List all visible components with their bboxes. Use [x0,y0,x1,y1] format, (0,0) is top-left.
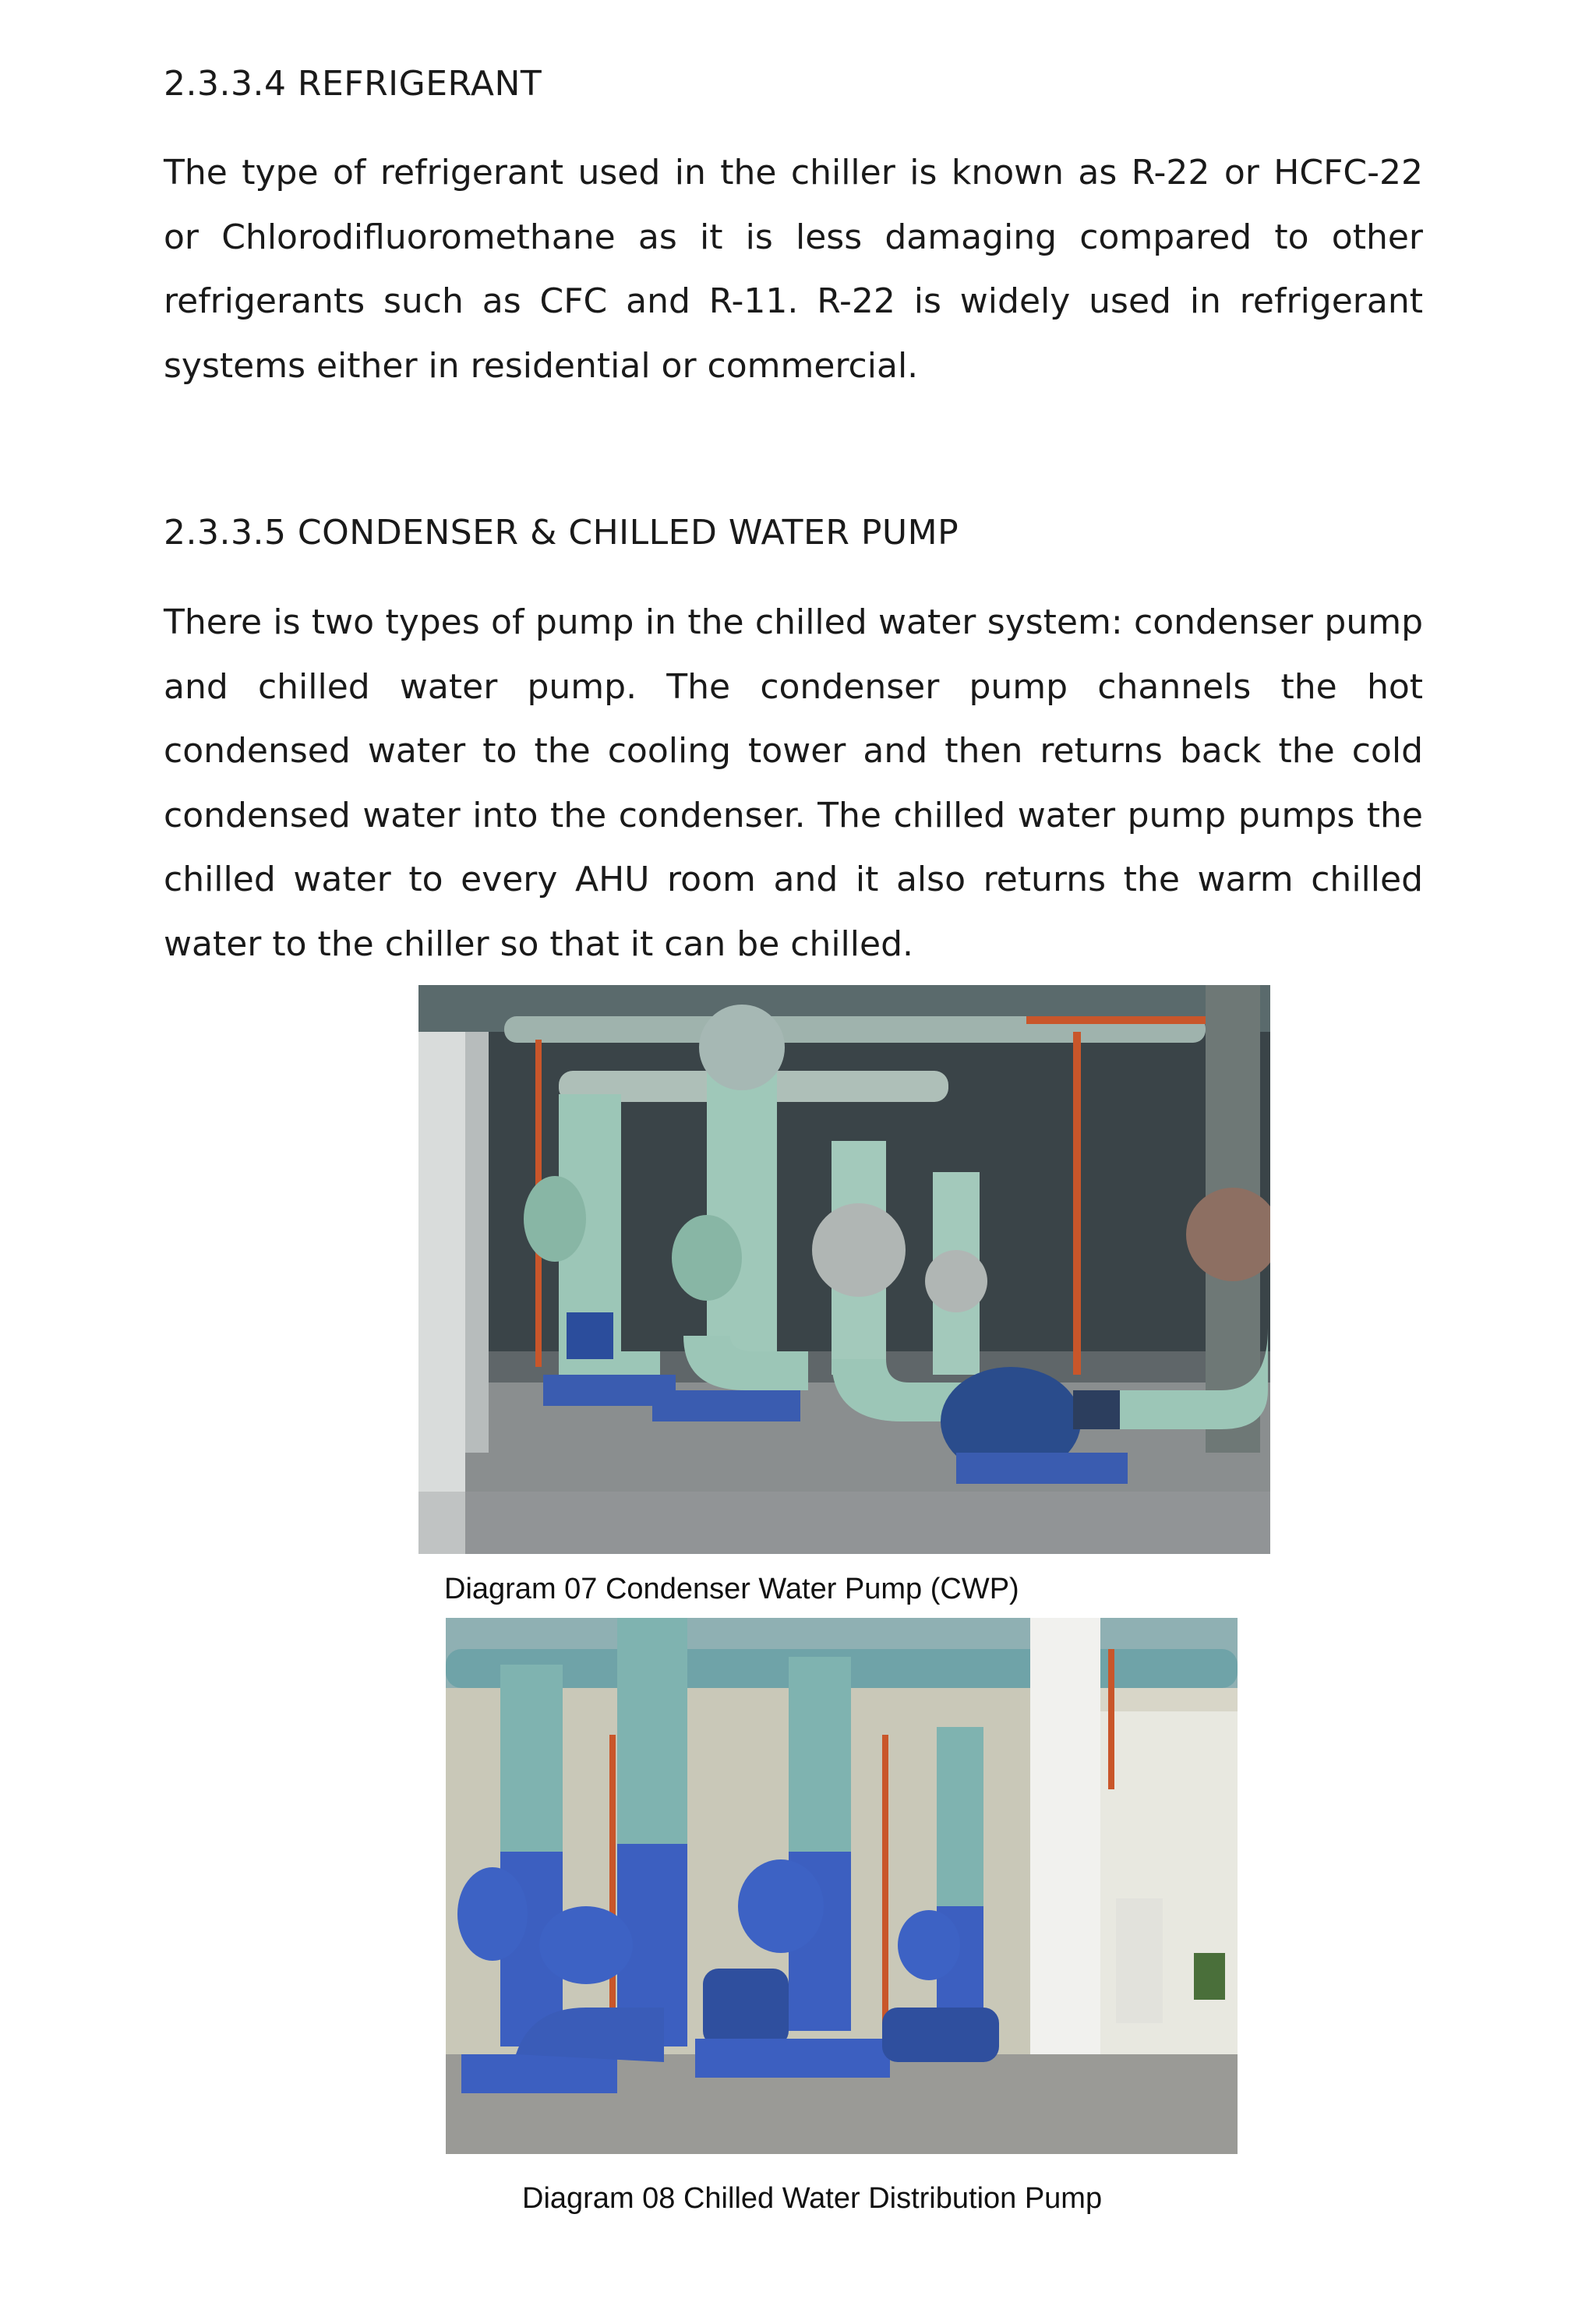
paragraph-pump: There is two types of pump in the chilled water system: condenser pump and chilled water pump. The condenser pump channels the hot condensed water to the cooling tower and then returns back the cold condensed water into the condenser. The chilled water pump pumps the chilled water to every AHU room and it also returns the warm chilled water to the chiller so that it can be chilled. [164,602,1423,964]
paragraph-refrigerant: The type of refrigerant used in the chiller is known as R-22 or HCFC-22 or Chlorodifluoromethane as it is less damaging compared to other refrigerants such as CFC and R-11. R-22 is widely used in refrigerant systems either in residential or commercial. [164,153,1423,386]
figure-caption-07: Diagram 07 Condenser Water Pump (CWP) [444,1573,1019,1605]
figure-caption-08: Diagram 08 Chilled Water Distribution Pump [522,2182,1103,2215]
section-heading-refrigerant: 2.3.3.4 REFRIGERANT [164,64,542,104]
condenser-water-pump-photo [418,985,1270,1554]
chilled-water-pump-photo [446,1618,1238,2154]
section-heading-pump: 2.3.3.5 CONDENSER & CHILLED WATER PUMP [164,513,959,553]
